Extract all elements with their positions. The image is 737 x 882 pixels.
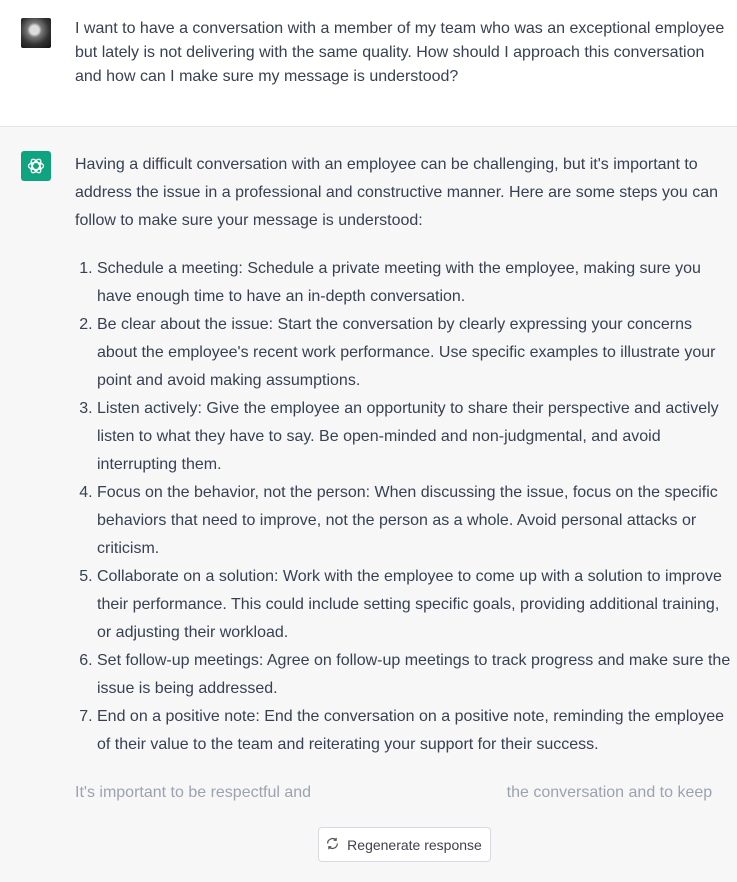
refresh-icon bbox=[326, 837, 339, 853]
list-item: 5. Collaborate on a solution: Work with the employee to come up with a solution to improve their performance. This could include setting specific goals, providing additional training, or adjusting their workload. bbox=[97, 563, 733, 647]
list-item: 2. Be clear about the issue: Start the conversation by clearly expressing your concerns about the employee's recent work performance. Use specific examples to illustrate your point and avoid making assumptions. bbox=[97, 311, 733, 395]
assistant-message bbox=[75, 151, 733, 807]
assistant-outro: It's important to be respectful and the conversation and to keep bbox=[75, 784, 713, 801]
assistant-message-row bbox=[0, 127, 737, 882]
user-message: I want to have a conversation with a member of my team who was an exceptional employee but lately is not delivering with the same quality. How should I approach this conversation and how can I make sure my message is understood? bbox=[75, 20, 725, 85]
user-avatar bbox=[21, 18, 51, 48]
list-item: 7. End on a positive note: End the conversation on a positive note, reminding the employee of their value to the team and reiterating your support for their success. bbox=[97, 703, 733, 759]
list-item: 6. Set follow-up meetings: Agree on follow-up meetings to track progress and make sure the issue is being addressed. bbox=[97, 647, 733, 703]
regenerate-response-button[interactable] bbox=[318, 827, 491, 862]
regenerate-bar bbox=[75, 827, 733, 862]
steps-list bbox=[75, 255, 733, 759]
assistant-intro: Having a difficult conversation with an employee can be challenging, but it's important to address the issue in a professional and constructive manner. Here are some steps you can follow to make sure your message is understood: bbox=[75, 156, 719, 229]
list-item: 4. Focus on the behavior, not the person: When discussing the issue, focus on the specific behaviors that need to improve, not the person as a whole. Avoid personal attacks or criticism. bbox=[97, 479, 733, 563]
openai-logo-icon bbox=[21, 151, 51, 181]
regenerate-label: Regenerate response bbox=[347, 836, 482, 853]
user-message-row bbox=[0, 0, 737, 127]
list-item: 3. Listen actively: Give the employee an opportunity to share their perspective and actively listen to what they have to say. Be open-minded and non-judgmental, and avoid interrupting them. bbox=[97, 395, 733, 479]
list-item: 1. Schedule a meeting: Schedule a private meeting with the employee, making sure you have enough time to have an in-depth conversation. bbox=[97, 255, 733, 311]
